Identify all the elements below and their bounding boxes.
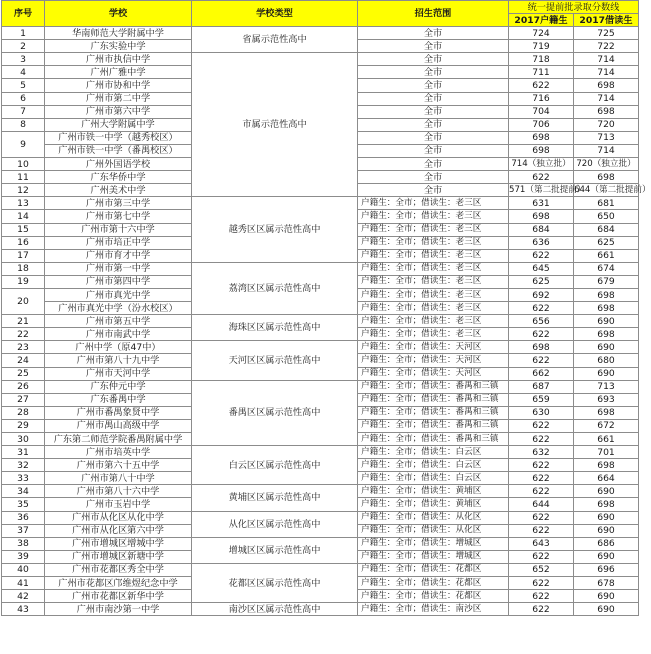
table-row [2, 197, 639, 210]
row-seq: 4 [2, 66, 45, 79]
row-scope: 户籍生：全市；借读生：番禺和三镇 [358, 419, 509, 432]
row-scope: 户籍生：全市；借读生：老三区 [358, 236, 509, 249]
row-local-score: 698 [509, 210, 574, 223]
row-seq: 36 [2, 511, 45, 524]
row-school: 广东第二师范学院番禺附属中学 [45, 433, 192, 446]
row-local-score: 718 [509, 53, 574, 66]
table-row [2, 262, 639, 275]
row-school: 广州市第八十九中学 [45, 354, 192, 367]
row-borrow-score: 674 [574, 262, 639, 275]
row-borrow-score: 698 [574, 79, 639, 92]
row-school: 广州市第二中学 [45, 92, 192, 105]
table-row [2, 603, 639, 616]
row-school: 广州市育才中学 [45, 249, 192, 262]
row-borrow-score: 696 [574, 563, 639, 576]
row-seq: 3 [2, 53, 45, 66]
table-row [2, 563, 639, 576]
row-seq: 9 [2, 131, 45, 157]
row-local-score: 622 [509, 524, 574, 537]
row-local-score: 571（第二批提前） [509, 184, 574, 197]
row-seq: 20 [2, 288, 45, 314]
row-seq: 11 [2, 171, 45, 184]
row-local-score: 636 [509, 236, 574, 249]
row-scope: 户籍生：全市；借读生：老三区 [358, 315, 509, 328]
row-borrow-score: 690 [574, 315, 639, 328]
row-seq: 2 [2, 40, 45, 53]
row-seq: 7 [2, 105, 45, 118]
row-school-type: 黄埔区区属示范性高中 [192, 485, 358, 511]
row-seq: 14 [2, 210, 45, 223]
table-row [2, 27, 639, 40]
row-local-score: 662 [509, 367, 574, 380]
row-scope: 全市 [358, 92, 509, 105]
row-borrow-score: 713 [574, 380, 639, 393]
row-borrow-score: 725 [574, 27, 639, 40]
row-scope: 户籍生：全市；借读生：黄埔区 [358, 485, 509, 498]
row-scope: 户籍生：全市；借读生：增城区 [358, 537, 509, 550]
table-row [2, 511, 639, 524]
row-school: 广州市培英中学 [45, 446, 192, 459]
row-school: 广州市协和中学 [45, 79, 192, 92]
table-row [2, 380, 639, 393]
row-school: 广州市铁一中学（番禺校区） [45, 144, 192, 157]
row-borrow-score: 690 [574, 603, 639, 616]
row-school: 广州市花都区邝维煜纪念中学 [45, 577, 192, 590]
row-seq: 32 [2, 459, 45, 472]
row-seq: 37 [2, 524, 45, 537]
table-row [2, 485, 639, 498]
row-borrow-score: 650 [574, 210, 639, 223]
row-seq: 41 [2, 577, 45, 590]
row-scope: 户籍生：全市；借读生：天河区 [358, 354, 509, 367]
row-local-score: 656 [509, 315, 574, 328]
row-school: 广州市第六十五中学 [45, 459, 192, 472]
row-school: 广州市从化区从化中学 [45, 511, 192, 524]
row-borrow-score: 714 [574, 92, 639, 105]
row-borrow-score: 684 [574, 223, 639, 236]
row-school: 广州市花都区新华中学 [45, 590, 192, 603]
row-school: 广东实验中学 [45, 40, 192, 53]
row-borrow-score: 661 [574, 433, 639, 446]
row-scope: 全市 [358, 105, 509, 118]
row-school: 广东华侨中学 [45, 171, 192, 184]
row-local-score: 622 [509, 485, 574, 498]
row-borrow-score: 698 [574, 171, 639, 184]
row-local-score: 698 [509, 131, 574, 144]
row-seq: 6 [2, 92, 45, 105]
row-borrow-score: 680 [574, 354, 639, 367]
row-local-score: 706 [509, 118, 574, 131]
row-school: 广东仲元中学 [45, 380, 192, 393]
row-seq: 23 [2, 341, 45, 354]
row-seq: 42 [2, 590, 45, 603]
row-borrow-score: 661 [574, 249, 639, 262]
row-seq: 27 [2, 393, 45, 406]
row-seq: 19 [2, 275, 45, 288]
row-school: 广州市第八十六中学 [45, 485, 192, 498]
row-seq: 30 [2, 433, 45, 446]
row-school: 广州市玉岩中学 [45, 498, 192, 511]
row-borrow-score: 720 [574, 118, 639, 131]
row-scope: 户籍生：全市；借读生：从化区 [358, 524, 509, 537]
row-borrow-score: 690 [574, 590, 639, 603]
row-seq: 13 [2, 197, 45, 210]
row-school: 广州市铁一中学（越秀校区） [45, 131, 192, 144]
table-row [2, 341, 639, 354]
row-scope: 户籍生：全市；借读生：南沙区 [358, 603, 509, 616]
row-school: 广东番禺中学 [45, 393, 192, 406]
row-scope: 户籍生：全市；借读生：老三区 [358, 302, 509, 315]
row-seq: 18 [2, 262, 45, 275]
row-scope: 户籍生：全市；借读生：增城区 [358, 550, 509, 563]
row-school: 广州市天河中学 [45, 367, 192, 380]
row-scope: 户籍生：全市；借读生：老三区 [358, 210, 509, 223]
row-school: 广州市执信中学 [45, 53, 192, 66]
row-local-score: 622 [509, 79, 574, 92]
row-borrow-score: 698 [574, 105, 639, 118]
header-scope: 招生范围 [358, 1, 509, 27]
row-borrow-score: 713 [574, 131, 639, 144]
table-row [2, 446, 639, 459]
row-school: 广州市第五中学 [45, 315, 192, 328]
row-school: 广州市南武中学 [45, 328, 192, 341]
row-seq: 34 [2, 485, 45, 498]
header-scoreline: 统一提前批录取分数线 [509, 1, 639, 14]
row-school: 广州市第七中学 [45, 210, 192, 223]
row-local-score: 684 [509, 223, 574, 236]
row-local-score: 622 [509, 249, 574, 262]
row-seq: 25 [2, 367, 45, 380]
row-local-score: 622 [509, 328, 574, 341]
row-seq: 33 [2, 472, 45, 485]
row-local-score: 698 [509, 341, 574, 354]
header-borrow: 2017借读生 [574, 14, 639, 27]
row-school-type: 番禺区区属示范性高中 [192, 380, 358, 445]
row-school: 广州市南沙第一中学 [45, 603, 192, 616]
row-scope: 全市 [358, 27, 509, 40]
row-school-type: 海珠区区属示范性高中 [192, 315, 358, 341]
row-local-score: 630 [509, 406, 574, 419]
row-local-score: 704 [509, 105, 574, 118]
row-school: 广州市第一中学 [45, 262, 192, 275]
row-school: 广州市花都区秀全中学 [45, 563, 192, 576]
table-row [2, 315, 639, 328]
row-local-score: 622 [509, 354, 574, 367]
row-seq: 43 [2, 603, 45, 616]
row-local-score: 622 [509, 472, 574, 485]
row-scope: 全市 [358, 171, 509, 184]
row-scope: 户籍生：全市；借读生：老三区 [358, 288, 509, 301]
row-local-score: 724 [509, 27, 574, 40]
row-scope: 户籍生：全市；借读生：番禺和三镇 [358, 406, 509, 419]
row-seq: 1 [2, 27, 45, 40]
row-scope: 户籍生：全市；借读生：白云区 [358, 472, 509, 485]
row-borrow-score: 672 [574, 419, 639, 432]
row-school: 华南师范大学附属中学 [45, 27, 192, 40]
row-seq: 28 [2, 406, 45, 419]
row-school: 广州外国语学校 [45, 158, 192, 171]
row-school: 广州市第八十中学 [45, 472, 192, 485]
row-borrow-score: 644（第二批提前） [574, 184, 639, 197]
row-scope: 户籍生：全市；借读生：天河区 [358, 367, 509, 380]
row-school: 广州市培正中学 [45, 236, 192, 249]
row-seq: 40 [2, 563, 45, 576]
row-local-score: 622 [509, 302, 574, 315]
row-borrow-score: 664 [574, 472, 639, 485]
row-borrow-score: 714 [574, 144, 639, 157]
row-scope: 全市 [358, 158, 509, 171]
row-local-score: 631 [509, 197, 574, 210]
row-borrow-score: 690 [574, 485, 639, 498]
row-borrow-score: 720（独立批） [574, 158, 639, 171]
row-school-type: 从化区区属示范性高中 [192, 511, 358, 537]
row-scope: 户籍生：全市；借读生：老三区 [358, 223, 509, 236]
row-school: 广州美术中学 [45, 184, 192, 197]
row-borrow-score: 714 [574, 53, 639, 66]
row-local-score: 622 [509, 459, 574, 472]
row-borrow-score: 714 [574, 66, 639, 79]
row-school: 广州市第三中学 [45, 197, 192, 210]
row-borrow-score: 679 [574, 275, 639, 288]
admission-score-table [1, 0, 651, 616]
row-scope: 户籍生：全市；借读生：番禺和三镇 [358, 380, 509, 393]
row-local-score: 659 [509, 393, 574, 406]
row-school: 广州市番禺象贤中学 [45, 406, 192, 419]
row-local-score: 643 [509, 537, 574, 550]
row-seq: 21 [2, 315, 45, 328]
row-school-type: 天河区区属示范性高中 [192, 341, 358, 380]
row-seq: 38 [2, 537, 45, 550]
row-scope: 户籍生：全市；借读生：老三区 [358, 328, 509, 341]
row-borrow-score: 690 [574, 341, 639, 354]
row-local-score: 622 [509, 603, 574, 616]
row-scope: 户籍生：全市；借读生：花都区 [358, 577, 509, 590]
row-borrow-score: 698 [574, 459, 639, 472]
header-seq: 序号 [2, 1, 45, 27]
row-borrow-score: 698 [574, 288, 639, 301]
row-local-score: 652 [509, 563, 574, 576]
row-borrow-score: 686 [574, 537, 639, 550]
row-scope: 户籍生：全市；借读生：老三区 [358, 249, 509, 262]
row-scope: 全市 [358, 184, 509, 197]
row-scope: 户籍生：全市；借读生：从化区 [358, 511, 509, 524]
row-seq: 10 [2, 158, 45, 171]
row-local-score: 719 [509, 40, 574, 53]
row-seq: 16 [2, 236, 45, 249]
row-seq: 22 [2, 328, 45, 341]
row-school: 广州大学附属中学 [45, 118, 192, 131]
row-local-score: 622 [509, 511, 574, 524]
row-seq: 26 [2, 380, 45, 393]
row-scope: 户籍生：全市；借读生：黄埔区 [358, 498, 509, 511]
row-seq: 12 [2, 184, 45, 197]
row-borrow-score: 678 [574, 577, 639, 590]
row-local-score: 622 [509, 419, 574, 432]
row-scope: 户籍生：全市；借读生：天河区 [358, 341, 509, 354]
row-school: 广州市从化区第六中学 [45, 524, 192, 537]
row-seq: 39 [2, 550, 45, 563]
row-local-score: 698 [509, 144, 574, 157]
row-borrow-score: 698 [574, 302, 639, 315]
row-school-type: 越秀区区属示范性高中 [192, 197, 358, 262]
row-school: 广州市禺山高级中学 [45, 419, 192, 432]
row-school: 广州市增城区增城中学 [45, 537, 192, 550]
row-seq: 29 [2, 419, 45, 432]
row-scope: 户籍生：全市；借读生：花都区 [358, 563, 509, 576]
row-school-type: 省属示范性高中 [192, 27, 358, 53]
table-row [2, 53, 639, 66]
row-scope: 全市 [358, 53, 509, 66]
row-school-type: 增城区区属示范性高中 [192, 537, 358, 563]
row-school: 广州市真光中学（汾水校区） [45, 302, 192, 315]
row-local-score: 622 [509, 577, 574, 590]
row-borrow-score: 698 [574, 498, 639, 511]
row-school: 广州市增城区新塘中学 [45, 550, 192, 563]
row-scope: 全市 [358, 118, 509, 131]
row-scope: 户籍生：全市；借读生：老三区 [358, 197, 509, 210]
row-scope: 户籍生：全市；借读生：白云区 [358, 459, 509, 472]
header-school: 学校 [45, 1, 192, 27]
row-borrow-score: 681 [574, 197, 639, 210]
row-seq: 15 [2, 223, 45, 236]
row-local-score: 632 [509, 446, 574, 459]
row-local-score: 716 [509, 92, 574, 105]
row-borrow-score: 625 [574, 236, 639, 249]
row-school: 广州市第四中学 [45, 275, 192, 288]
row-scope: 全市 [358, 131, 509, 144]
row-local-score: 645 [509, 262, 574, 275]
row-local-score: 625 [509, 275, 574, 288]
header-type: 学校类型 [192, 1, 358, 27]
row-borrow-score: 690 [574, 367, 639, 380]
table-row [2, 537, 639, 550]
row-scope: 户籍生：全市；借读生：番禺和三镇 [358, 393, 509, 406]
row-local-score: 622 [509, 550, 574, 563]
row-local-score: 622 [509, 171, 574, 184]
row-scope: 户籍生：全市；借读生：老三区 [358, 262, 509, 275]
row-local-score: 711 [509, 66, 574, 79]
row-seq: 8 [2, 118, 45, 131]
row-borrow-score: 698 [574, 406, 639, 419]
row-local-score: 687 [509, 380, 574, 393]
row-scope: 户籍生：全市；借读生：番禺和三镇 [358, 433, 509, 446]
row-scope: 户籍生：全市；借读生：花都区 [358, 590, 509, 603]
row-school-type: 市属示范性高中 [192, 53, 358, 197]
row-local-score: 714（独立批） [509, 158, 574, 171]
row-borrow-score: 690 [574, 511, 639, 524]
row-school-type: 白云区区属示范性高中 [192, 446, 358, 485]
row-seq: 31 [2, 446, 45, 459]
row-school-type: 荔湾区区属示范性高中 [192, 262, 358, 314]
row-borrow-score: 722 [574, 40, 639, 53]
row-school: 广州广雅中学 [45, 66, 192, 79]
row-school-type: 南沙区区属示范性高中 [192, 603, 358, 616]
row-borrow-score: 690 [574, 550, 639, 563]
row-local-score: 644 [509, 498, 574, 511]
row-scope: 全市 [358, 79, 509, 92]
row-school: 广州市真光中学 [45, 288, 192, 301]
row-school: 广州中学（原47中） [45, 341, 192, 354]
row-school: 广州市第十六中学 [45, 223, 192, 236]
row-local-score: 692 [509, 288, 574, 301]
row-scope: 全市 [358, 40, 509, 53]
row-scope: 户籍生：全市；借读生：老三区 [358, 275, 509, 288]
row-seq: 17 [2, 249, 45, 262]
row-borrow-score: 693 [574, 393, 639, 406]
row-seq: 5 [2, 79, 45, 92]
row-scope: 全市 [358, 66, 509, 79]
row-school: 广州市第六中学 [45, 105, 192, 118]
row-borrow-score: 701 [574, 446, 639, 459]
row-seq: 24 [2, 354, 45, 367]
header-local: 2017户籍生 [509, 14, 574, 27]
row-borrow-score: 698 [574, 328, 639, 341]
row-borrow-score: 690 [574, 524, 639, 537]
row-scope: 全市 [358, 144, 509, 157]
row-school-type: 花都区区属示范性高中 [192, 563, 358, 602]
row-seq: 35 [2, 498, 45, 511]
row-local-score: 622 [509, 433, 574, 446]
table-body [2, 27, 651, 616]
row-local-score: 622 [509, 590, 574, 603]
row-scope: 户籍生：全市；借读生：白云区 [358, 446, 509, 459]
